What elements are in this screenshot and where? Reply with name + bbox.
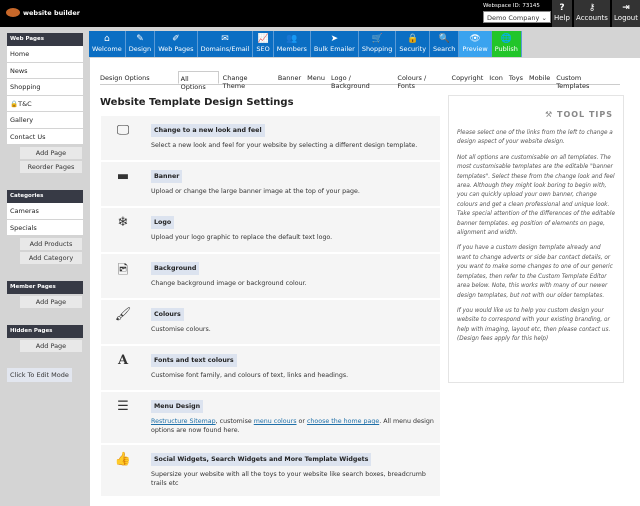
nav-seo-button[interactable] [253,31,273,57]
accounts-label: Accounts [576,14,608,22]
web-pages-icon: ✐ [172,34,180,44]
design-option-background [101,254,440,298]
logout-label: Logout [614,14,638,22]
nav-search-button[interactable] [430,31,459,57]
font-icon: A [117,353,129,368]
design-icon: ✎ [136,34,144,44]
nav-security-button[interactable] [396,31,430,57]
nav-label: Members [276,45,307,53]
option-title-link[interactable]: Menu Design [151,400,203,413]
tab-toys[interactable]: Toys [508,74,523,82]
welcome-icon: ⌂ [104,34,110,44]
menu-icon: ☰ [117,399,129,414]
option-title-link[interactable]: Social Widgets, Search Widgets and More Template Widgets [151,453,371,466]
option-title-link[interactable]: Banner [151,170,182,183]
text: or [296,418,307,425]
lock-icon: 🔒 [10,99,19,108]
logo[interactable] [6,8,80,17]
members-icon: 👥 [286,34,298,44]
chevron-down-icon: ⌄ [541,14,547,22]
domains-email-icon: ✉ [221,34,229,44]
add-page-button[interactable]: Add Page [20,147,82,159]
add-member-page-button[interactable]: Add Page [20,296,82,308]
security-icon: 🔒 [407,34,419,44]
sidebar-header-hidden-pages: Hidden Pages [7,325,83,338]
nav-label: Security [399,45,427,53]
sidebar-header-member-pages: Member Pages [7,281,83,294]
banner-icon: ▬ [116,169,130,184]
option-description: Customise font family, and colours of text, links and headings. [151,372,349,379]
snowflake-icon: ❄ [117,215,129,230]
nav-shopping-button[interactable] [359,31,397,57]
accounts-button[interactable] [574,0,610,27]
thumbs-up-icon: 👍 [114,452,132,467]
workspace-value: Demo Company [487,14,540,22]
logout-icon: ⇥ [622,3,630,13]
tab-change-theme[interactable]: Change Theme [222,74,248,90]
design-option-social-widgets-search-widgets-and-more-template-widgets [101,445,440,496]
tool-tips-panel [448,95,624,383]
nav-design-button[interactable] [126,31,155,57]
add-category-button[interactable]: Add Category [20,252,82,264]
tip-paragraph: If you would like us to help you custom design your website to correspond with your existing branding, or help with imaging, layout etc, then please contact us. (Design fees apply for this help) [457,307,611,343]
nav-label: Preview [462,45,488,53]
search-icon: 🔍 [438,34,450,44]
design-tabs [100,71,620,91]
publish-icon: 🌐 [500,34,512,44]
tab-icon[interactable]: Icon [489,74,503,82]
option-title-link[interactable]: Background [151,262,199,275]
option-description: Change background image or background colour. [151,280,307,287]
sidebar-item-gallery[interactable]: Gallery [7,112,83,129]
sidebar [7,33,83,354]
tool-tips-title: TOOL TIPS [557,110,613,119]
option-title-link[interactable]: Change to a new look and feel [151,124,265,137]
seo-icon: 📈 [257,34,269,44]
option-title-link[interactable]: Colours [151,308,184,321]
tip-paragraph: If you have a custom design template already and want to change adverts or side bar contact details, or you want to make some changes to one of our generic templates, then refer to the Custom Template Editor area below. Note, this works with many of our newer design templates, but not with our older templates. [457,245,613,299]
design-options-list [101,116,440,498]
tab-custom-templates[interactable]: Custom Templates [556,74,590,90]
nav-label: Search [433,45,456,53]
nav-preview-button[interactable] [459,31,491,57]
help-icon: ? [559,3,565,13]
main-nav [89,31,522,57]
design-option-logo [101,208,440,252]
tab-mobile[interactable]: Mobile [528,74,551,82]
nav-web-pages-button[interactable] [155,31,197,57]
nav-label: Shopping [361,45,393,53]
top-bar [0,0,640,27]
preview-icon: 👁 [469,34,481,44]
tab-logo-background[interactable]: Logo / Background [331,74,370,90]
nav-label: Publish [494,45,518,53]
option-description: Upload your logo graphic to replace the default text logo. [151,234,333,241]
brush-icon: 🖌 [114,307,132,322]
add-hidden-page-button[interactable]: Add Page [20,340,82,352]
menu-colours-link[interactable]: menu colours [253,418,297,425]
workspace-label: Webspace ID: 73145 [483,3,540,9]
tab-all-options[interactable]: All Options [178,71,219,84]
tab-colours-fonts[interactable]: Colours / Fonts [397,74,427,90]
edit-mode-button[interactable]: Click To Edit Mode [7,368,72,382]
sidebar-header-web-pages: Web Pages [7,33,83,46]
nav-domains-email-button[interactable] [198,31,254,57]
key-icon: ⚷ [588,3,596,13]
choose-home-page-link[interactable]: choose the home page [306,418,380,425]
text: . All menu design options are now found here. [151,418,434,434]
help-button[interactable] [552,0,572,27]
logo-icon [6,8,20,17]
bulk-emailer-icon: ➤ [330,34,339,44]
option-description: Supersize your website with all the toys to your website like search boxes, breadcrumb trails etc [151,471,426,487]
nav-publish-button[interactable] [492,31,522,57]
sidebar-item-specials[interactable]: Specials [7,220,83,237]
sidebar-item-cameras[interactable]: Cameras [7,203,83,220]
tab-banner[interactable]: Banner [277,74,302,82]
logout-button[interactable] [612,0,640,27]
option-description: Select a new look and feel for your website by selecting a different design template. [151,142,418,149]
tab-menu[interactable]: Menu [307,74,326,82]
help-label: Help [554,14,570,22]
design-option-colours [101,300,440,344]
add-products-button[interactable]: Add Products [20,238,82,250]
tip-paragraph: Please select one of the links from the left to change a design aspect of your website design. [457,130,613,146]
reorder-pages-button[interactable]: Reorder Pages [20,161,82,173]
sidebar-item-tc[interactable] [7,96,83,113]
sidebar-item-news[interactable]: News [7,63,83,80]
tab-copyright[interactable]: Copyright [451,74,484,82]
design-options-label: Design Options [100,74,150,82]
nav-label: Domains/Email [200,45,250,53]
monitor-icon: 🖵 [116,123,130,138]
design-option-fonts-and-text-colours [101,346,440,390]
option-description: Upload or change the large banner image at the top of your page. [151,188,360,195]
option-description: Customise colours. [151,326,211,333]
nav-label: Welcome [92,45,122,53]
sidebar-item-label: T&C [18,99,32,108]
workspace-select[interactable] [483,11,551,23]
nav-label: SEO [256,45,270,53]
nav-label: Web Pages [158,45,194,53]
text: , customise [215,418,254,425]
nav-members-button[interactable] [274,31,311,57]
tools-icon: ⚒ [545,110,557,119]
design-option-banner [101,162,440,206]
sidebar-item-contact-us[interactable]: Contact Us [7,129,83,146]
option-title-link[interactable]: Fonts and text colours [151,354,237,367]
tip-paragraph: Not all options are customisable on all templates. The most customisable templates are the editable "banner templates". Select these from the change look and feel area. Although they might look boring to begin with, you can quickly upload your own banner, change colours and get a clean professional and unique look. Take special attention of the differences of the editable banner templates. eg position of elements on page, alignment and width. [457,154,615,237]
main-content [90,58,640,506]
sidebar-item-home[interactable]: Home [7,46,83,63]
sidebar-header-categories: Categories [7,190,83,203]
design-option-change-to-a-new-look-and-feel [101,116,440,160]
nav-bulk-emailer-button[interactable] [311,31,359,57]
restructure-sitemap-link[interactable]: Restructure Sitemap [151,418,216,425]
option-title-link[interactable]: Logo [151,216,174,229]
image-icon: 🖻 [117,263,129,278]
design-option-menu-design [101,392,440,443]
sidebar-item-shopping[interactable]: Shopping [7,79,83,96]
nav-label: Bulk Emailer [313,45,355,53]
nav-label: Design [128,45,152,53]
option-description [151,417,434,435]
shopping-icon: 🛒 [371,34,383,44]
page-title: Website Template Design Settings [100,97,294,108]
brand-name: website builder [23,8,80,17]
nav-welcome-button[interactable] [89,31,126,57]
